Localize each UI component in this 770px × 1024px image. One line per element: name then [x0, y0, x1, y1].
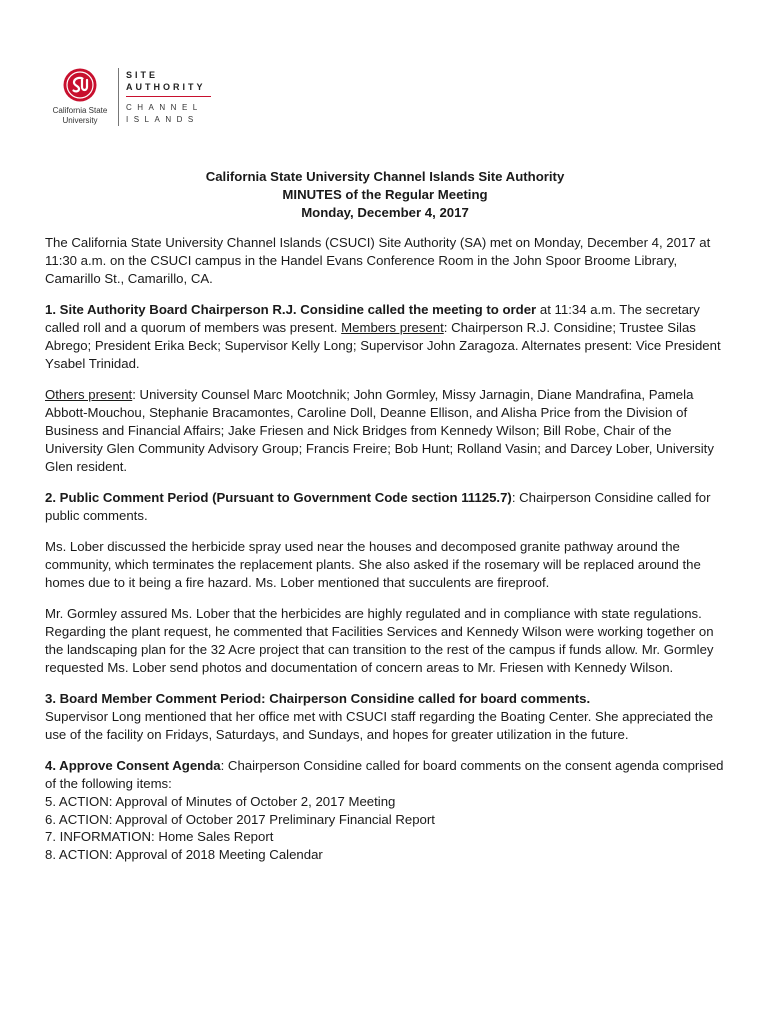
members-present-label: Members present [341, 320, 444, 335]
lober-paragraph: Ms. Lober discussed the herbicide spray used near the houses and decomposed granite pathway around the community, which terminates the replacement plants. She also asked if the rosemary will be replaced around the homes due to it being a fire hazard. Ms. Lober mentioned that succulents are fireproof. [45, 539, 701, 590]
logo-divider [118, 68, 119, 126]
section-1-call-to-order [45, 301, 725, 373]
others-present-paragraph [45, 386, 725, 476]
title-line-1: California State University Channel Islands Site Authority [205, 169, 565, 184]
section-4-heading: 4. Approve Consent Agenda [45, 758, 221, 773]
section-1-heading: 1. Site Authority Board Chairperson R.J. Considine called the meeting to order [45, 302, 537, 317]
section-1-text-b: : Chairperson R.J. Considine; Trustee Silas Abrego; President Erika Beck; Supervisor Kelly Long; Supervisor John Zaragoza. Alternates present: Vice President Ysabel Trinidad. [45, 320, 721, 371]
list-item: 6. ACTION: Approval of October 2017 Preliminary Financial Report [45, 811, 435, 827]
section-3-board-comment [45, 690, 725, 744]
section-2-heading: 2. Public Comment Period (Pursuant to Government Code section 11125.7) [45, 490, 512, 505]
list-item: 8. ACTION: Approval of 2018 Meeting Calendar [45, 846, 323, 862]
consent-agenda-list [45, 793, 725, 863]
gormley-paragraph: Mr. Gormley assured Ms. Lober that the herbicides are highly regulated and in compliance with state regulations. Regarding the plant request, he commented that Facilities Services and Kennedy Wilson were working together on the landscaping plan for the 32 Acre project that can transition to the rest of the campus if funds allow. Mr. Gormley requested Ms. Lober send photos and documentation of concern areas to Mr. Friesen with Kennedy Wilson. [45, 606, 714, 675]
intro-paragraph: The California State University Channel Islands (CSUCI) Site Authority (SA) met on Monday, December 4, 2017 at 11:30 a.m. on the CSUCI campus in the Handel Evans Conference Room in the John Spoor Broome Library, Camarillo St., Camarillo, CA. [45, 235, 711, 286]
list-item: 7. INFORMATION: Home Sales Report [45, 829, 274, 844]
section-2-text: : Chairperson Considine called for public comments. [45, 490, 711, 523]
others-present-label: Others present [45, 387, 133, 402]
list-item: 5. ACTION: Approval of Minutes of October 2, 2017 Meeting [45, 794, 396, 809]
section-1-text-a: at 11:34 a.m. The secretary called roll and a quorum of members was present. [45, 302, 700, 335]
others-present-text: : University Counsel Marc Mootchnik; John Gormley, Missy Jarnagin, Diane Mandrafina, Pamela Abbott-Mouchou, Stephanie Bracamontes, Caroline Doll, Deanne Ellison, and Alisha Price from the Division of Business and Financial Affairs; Jake Friesen and Nick Bridges from Kennedy Wilson; Bill Robe, Chair of the University Glen Community Advisory Group; Francis Freire; Bob Hunt; Rolland Vasin; and Darcey Lober, University Glen resident. [45, 387, 714, 474]
title-line-3: Monday, December 4, 2017 [301, 205, 469, 220]
document-title [45, 168, 725, 222]
logo-site-authority: SITE AUTHORITY [126, 70, 206, 92]
title-line-2: MINUTES of the Regular Meeting [282, 187, 488, 202]
section-4-text: : Chairperson Considine called for board comments on the consent agenda comprised of the following items: [45, 758, 724, 791]
section-3-heading: 3. Board Member Comment Period: Chairperson Considine called for board comments. [45, 691, 591, 706]
logo-channel-islands: CHANNEL ISLANDS [126, 103, 203, 124]
logo-accent-line [126, 96, 211, 97]
section-4-consent-agenda [45, 757, 725, 863]
csu-seal-icon [63, 68, 97, 102]
section-3-text: Supervisor Long mentioned that her office met with CSUCI staff regarding the Boating Center. She appreciated the use of the facility on Fridays, Saturdays, and Sundays, and hopes for greater utilization in the future. [45, 709, 714, 742]
logo-university-name: California State University [52, 106, 108, 125]
minutes-document [45, 168, 725, 863]
section-2-public-comment [45, 489, 725, 525]
csuci-site-authority-logo [50, 66, 230, 130]
